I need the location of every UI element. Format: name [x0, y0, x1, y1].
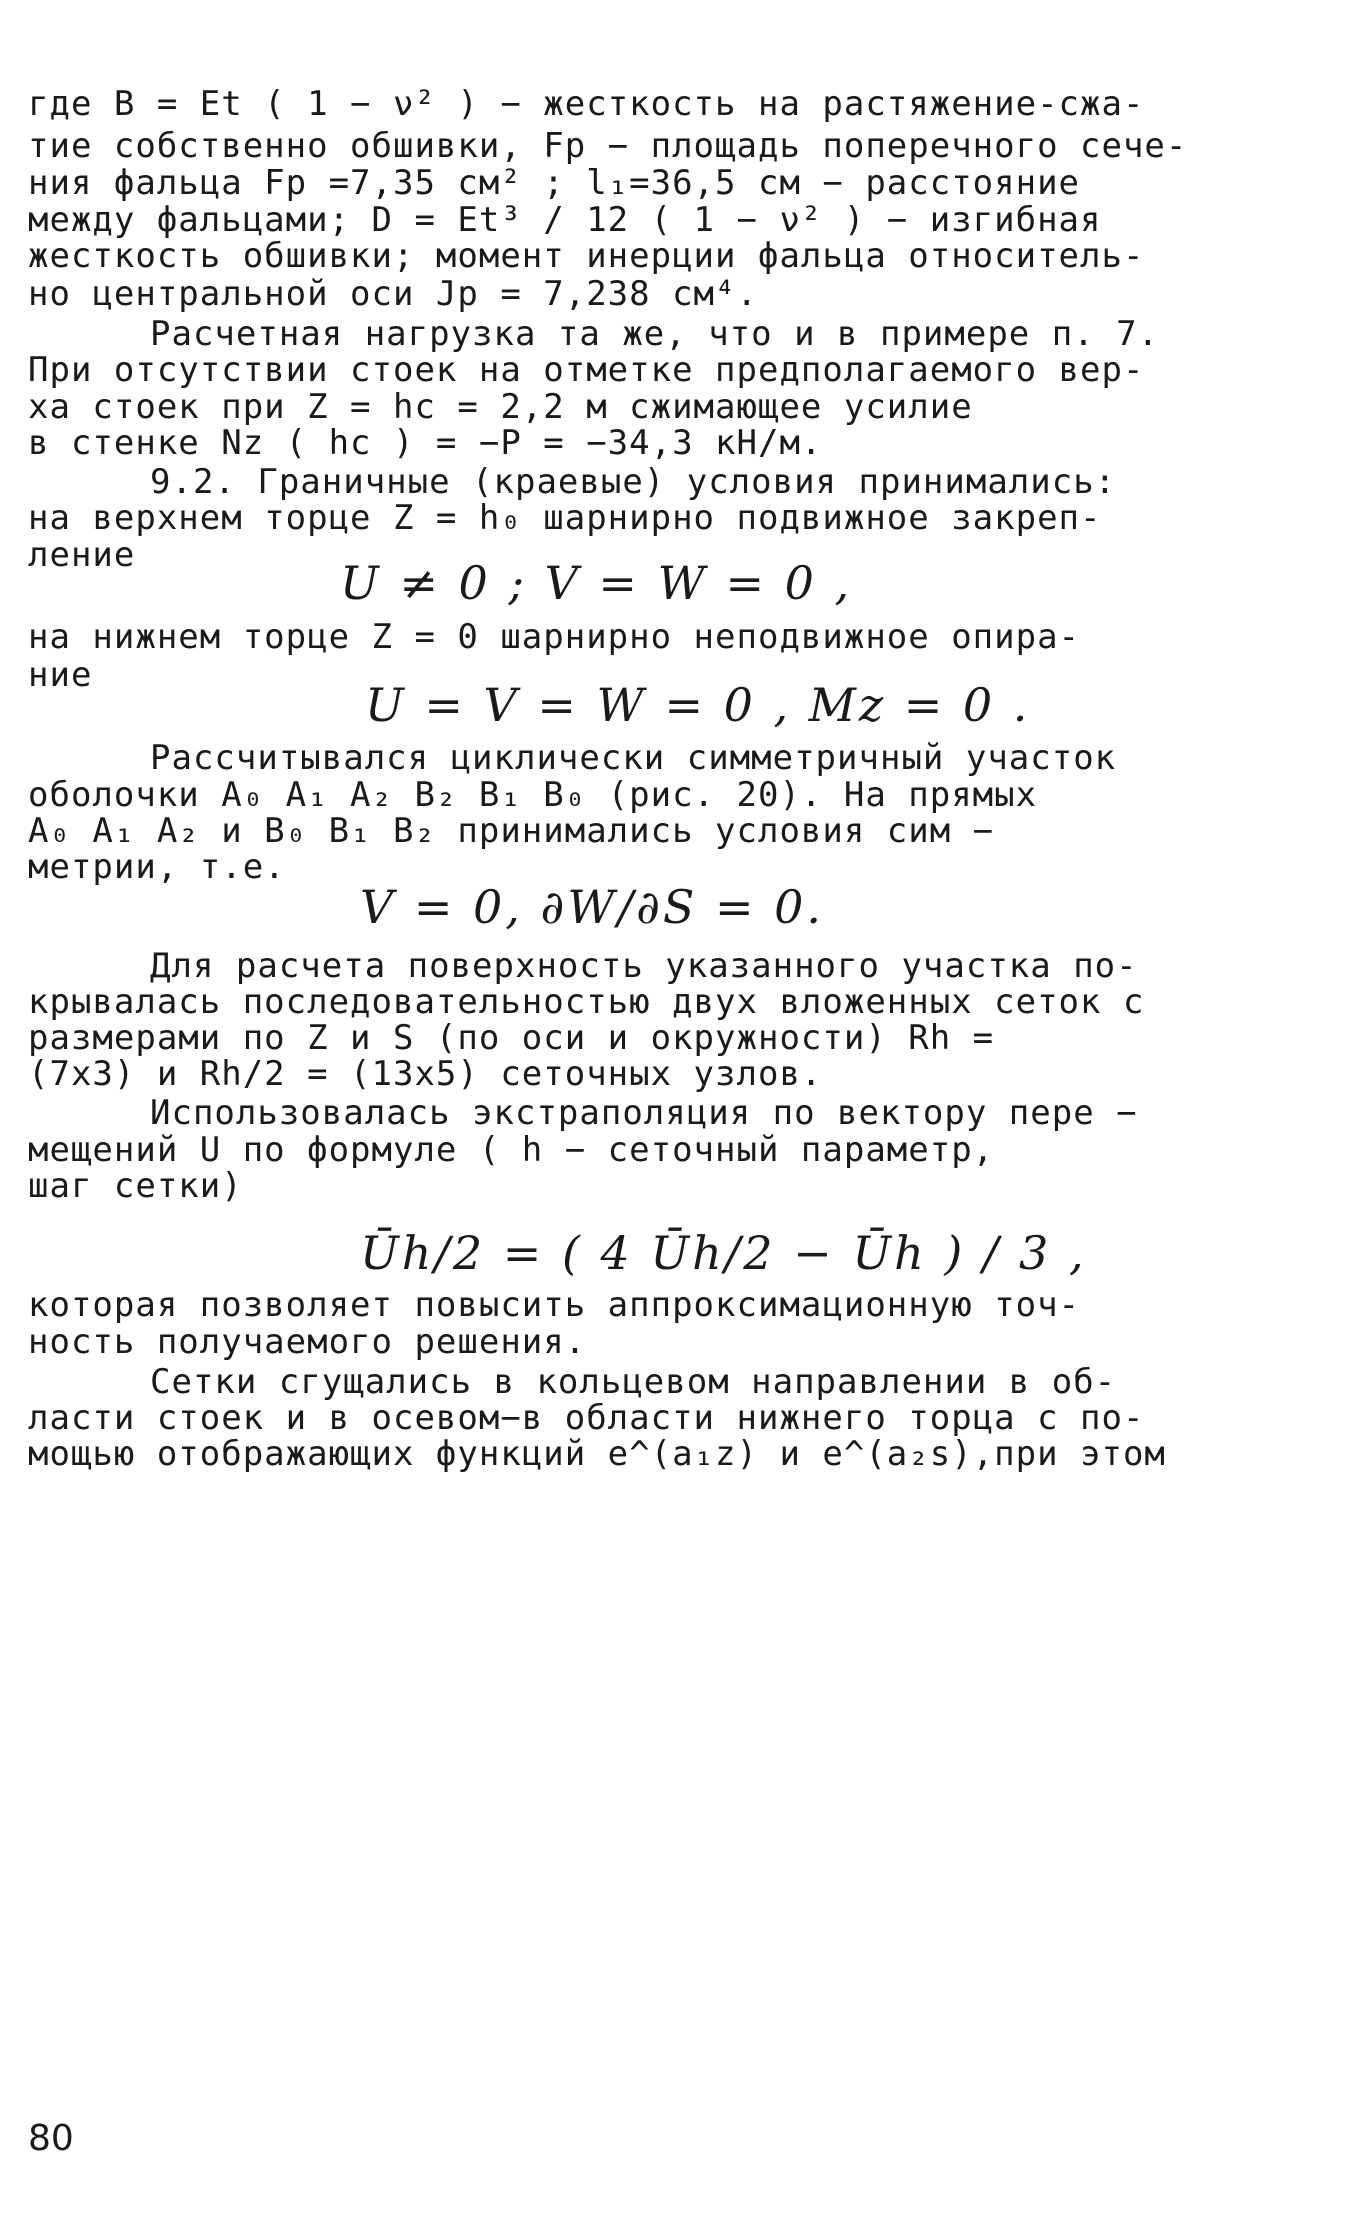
text-line: ность получаемого решения.: [28, 1322, 587, 1362]
page-number: 80: [28, 2118, 74, 2159]
text-line: ласти стоек и в осевом−в области нижнего торца с по-: [28, 1398, 1145, 1438]
text-line: метрии, т.е.: [28, 847, 286, 887]
text-line: тие собственно обшивки, Fр − площадь поперечного сече-: [28, 126, 1188, 166]
text-line: шаг сетки): [28, 1166, 243, 1206]
text-line: (7x3) и Rh/2 = (13x5) сеточных узлов.: [28, 1054, 823, 1094]
text-line: ление: [28, 535, 136, 575]
text-line: При отсутствии стоек на отметке предполагаемого вер-: [28, 350, 1145, 390]
text-line: оболочки A₀ A₁ A₂ B₂ B₁ B₀ (рис. 20). На прямых: [28, 775, 1038, 815]
text-line: которая позволяет повысить аппроксимационную точ-: [28, 1285, 1081, 1325]
text-line: жесткость обшивки; момент инерции фальца относитель-: [28, 236, 1145, 276]
text-line: на нижнем торце Z = 0 шарнирно неподвижное опира-: [28, 617, 1081, 657]
formula-boundary-top: U ≠ 0 ; V = W = 0 ,: [340, 556, 853, 610]
formula-extrapolation: Ūh/2 = ( 4 Ūh/2 − Ūh ) / 3 ,: [360, 1226, 1087, 1280]
text-line: мещений U по формуле ( h − сеточный параметр,: [28, 1130, 995, 1170]
text-line: между фальцами; D = Et³ / 12 ( 1 − ν² ) − изгибная: [28, 200, 1102, 240]
text-line: но центральной оси Jр = 7,238 см⁴.: [28, 274, 758, 314]
section-heading-line: 9.2. Граничные (краевые) условия принимались:: [150, 462, 1117, 502]
text-line: крывалась последовательностью двух вложенных сеток с: [28, 982, 1145, 1022]
text-line: Для расчета поверхность указанного участка по-: [150, 946, 1138, 986]
text-line: мощью отображающих функций e^(a₁z) и e^(a₂s),при этом: [28, 1434, 1166, 1474]
text-line: ния фальца Fр =7,35 см² ; l₁=36,5 см − расстояние: [28, 163, 1081, 203]
formula-boundary-bottom: U = V = W = 0 , Mz = 0 .: [365, 678, 1031, 732]
text-line: на верхнем торце Z = h₀ шарнирно подвижное закреп-: [28, 498, 1102, 538]
text-line: ха стоек при Z = hс = 2,2 м сжимающее усилие: [28, 387, 973, 427]
text-line: Рассчитывался циклически симметричный участок: [150, 738, 1117, 778]
text-line: Использовалась экстраполяция по вектору пере −: [150, 1093, 1138, 1133]
text-line: где В = Et ( 1 − ν² ) − жесткость на растяжение-сжа-: [28, 84, 1145, 124]
text-line: Расчетная нагрузка та же, что и в примере п. 7.: [150, 314, 1160, 354]
text-line: размерами по Z и S (по оси и окружности) Rh =: [28, 1018, 995, 1058]
text-line: Сетки сгущались в кольцевом направлении в об-: [150, 1362, 1117, 1402]
formula-symmetry: V = 0, ∂W/∂S = 0.: [360, 880, 825, 934]
text-line: ние: [28, 655, 93, 695]
text-line: в стенке Nz ( hс ) = −P = −34,3 кН/м.: [28, 423, 823, 463]
text-line: A₀ A₁ A₂ и B₀ B₁ B₂ принимались условия сим −: [28, 811, 995, 851]
